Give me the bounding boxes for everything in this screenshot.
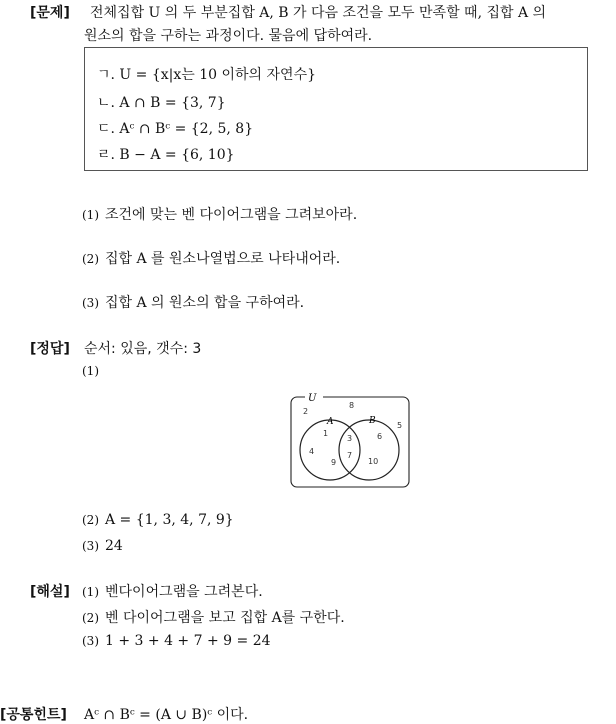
condition-4: ㄹ. B − A = {6, 10} — [97, 147, 235, 163]
condition-2: ㄴ. A ∩ B = {3, 7} — [97, 95, 226, 111]
answer-3-number: (3) — [82, 539, 99, 553]
problem-intro-line1: 전체집합 U 의 두 부분집합 A, B 가 다음 조건을 모두 만족할 때, 집합 A 의 — [90, 5, 547, 21]
explanation-2-text: 벤 다이어그램을 보고 집합 A를 구한다. — [105, 610, 345, 626]
question-3 — [82, 292, 304, 312]
venn-element-6: 6 — [377, 432, 383, 441]
explanation-3 — [82, 633, 271, 649]
venn-element-1: 1 — [323, 429, 329, 438]
hint-label: [공통힌트] — [0, 707, 67, 723]
answer-1-number: (1) — [82, 364, 99, 378]
venn-element-5: 5 — [397, 421, 403, 430]
venn-element-4: 4 — [309, 447, 315, 456]
condition-3: ㄷ. Aᶜ ∩ Bᶜ = {2, 5, 8} — [97, 121, 254, 137]
question-2 — [82, 248, 340, 268]
condition-1: ㄱ. U = {x|x는 10 이하의 자연수} — [97, 67, 317, 83]
conditions-box — [84, 47, 588, 171]
explanation-2-number: (2) — [82, 611, 99, 625]
venn-element-8: 8 — [349, 401, 355, 410]
explanation-1-number: (1) — [82, 585, 99, 599]
venn-element-9: 9 — [331, 458, 337, 467]
set-b-circle — [339, 420, 399, 480]
venn-element-10: 10 — [368, 457, 379, 466]
question-2-number: (2) — [82, 252, 99, 266]
explanation-3-text: 1 + 3 + 4 + 7 + 9 = 24 — [105, 633, 271, 649]
answer-meta: 순서: 있음, 갯수: 3 — [84, 341, 202, 357]
problem-label: [문제] — [30, 5, 70, 21]
answer-2-number: (2) — [82, 513, 99, 527]
explanation-2 — [82, 607, 345, 627]
answer-2-text: A = {1, 3, 4, 7, 9} — [105, 512, 234, 528]
venn-element-7: 7 — [347, 451, 353, 460]
set-a-label: A — [327, 417, 334, 427]
explanation-1 — [82, 581, 263, 601]
venn-element-2: 2 — [303, 407, 309, 416]
problem-intro-line2: 원소의 합을 구하는 과정이다. 물음에 답하여라. — [84, 28, 373, 44]
question-1-text: 조건에 맞는 벤 다이어그램을 그려보아라. — [105, 207, 358, 223]
question-3-number: (3) — [82, 296, 99, 310]
set-b-label: B — [369, 416, 376, 426]
hint-text: Aᶜ ∩ Bᶜ = (A ∪ B)ᶜ 이다. — [84, 707, 249, 723]
answer-3 — [82, 538, 123, 554]
answer-label: [정답] — [30, 341, 70, 357]
venn-diagram — [289, 393, 413, 491]
explanation-3-number: (3) — [82, 634, 99, 648]
venn-element-3: 3 — [347, 434, 353, 443]
answer-3-text: 24 — [105, 538, 123, 554]
question-1 — [82, 204, 357, 224]
explanation-label: [해설] — [30, 584, 70, 600]
universe-label: U — [308, 393, 317, 404]
question-3-text: 집합 A 의 원소의 합을 구하여라. — [105, 295, 305, 311]
question-2-text: 집합 A 를 원소나열법으로 나타내어라. — [105, 251, 341, 267]
answer-1 — [82, 363, 105, 379]
question-1-number: (1) — [82, 208, 99, 222]
answer-2 — [82, 512, 234, 528]
explanation-1-text: 벤다이어그램을 그려본다. — [105, 584, 263, 600]
